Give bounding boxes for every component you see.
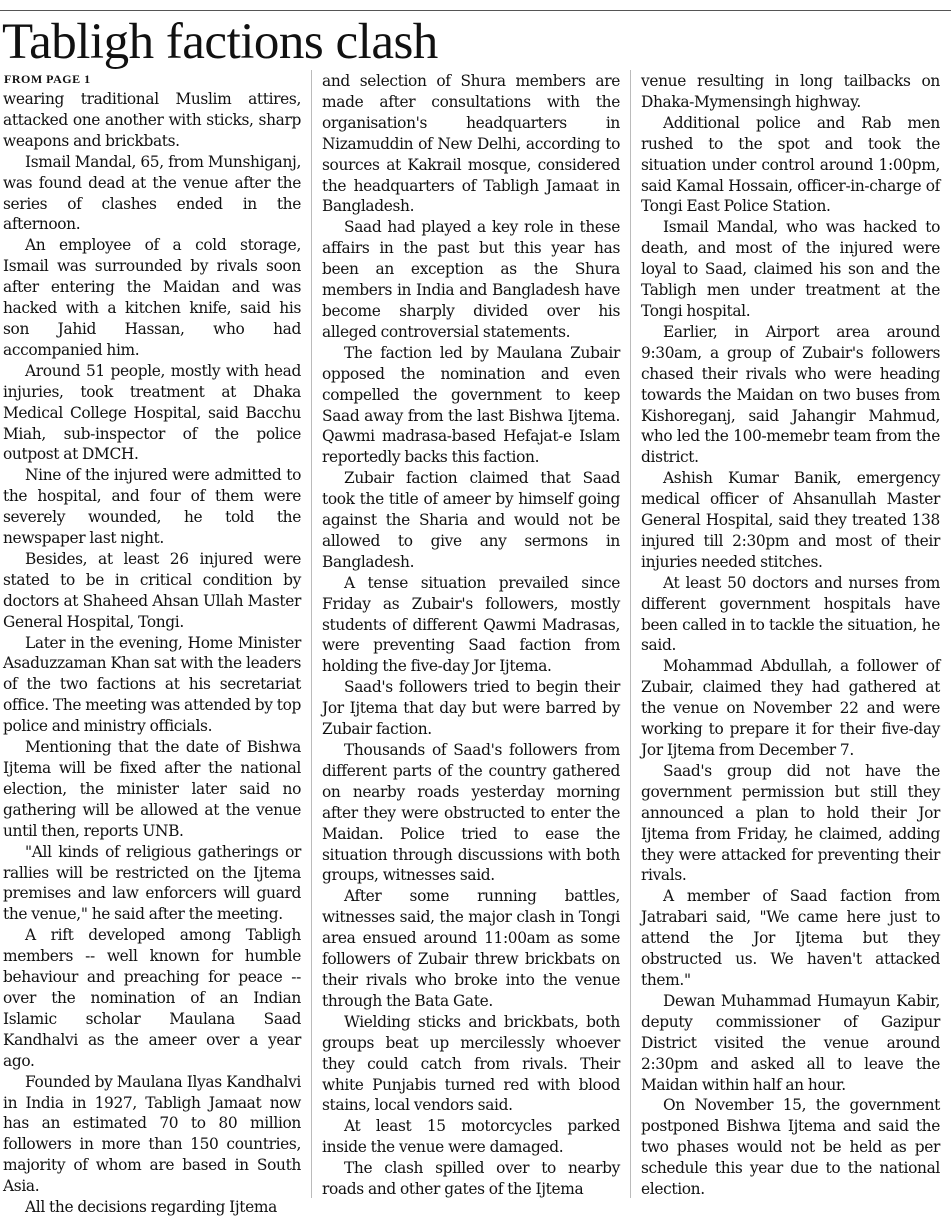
article-paragraph: Saad had played a key role in these affairs in the past but this year has been an exception as the Shura members in India and Bangladesh have become sharply divided over his alleged controversial statements. (322, 218, 620, 341)
article-paragraph: An employee of a cold storage, Ismail was surrounded by rivals soon after entering the Maidan and was hacked with a kitchen knife, said his son Jahid Hassan, who had accompanied him. (3, 236, 301, 359)
article-paragraph: Ismail Mandal, who was hacked to death, and most of the injured were loyal to Saad, claimed his son and the Tabligh men under treatment at the Tongi hospital. (641, 218, 940, 320)
article-paragraph: After some running battles, witnesses said, the major clash in Tongi area ensued around 11:00am as some followers of Zubair threw brickbats on their rivals who broke into the venue through the Bata Gate. (322, 887, 620, 1010)
column-divider (311, 70, 312, 1198)
article-paragraph: Besides, at least 26 injured were stated to be in critical condition by doctors at Shaheed Ahsan Ullah Master General Hospital, Tongi. (3, 549, 301, 631)
article-column-2 (322, 71, 620, 1198)
article-paragraph: "All kinds of religious gatherings or rallies will be restricted on the Ijtema premises and law enforcers will guard the venue," he said after the meeting. (3, 842, 301, 924)
article-paragraph: wearing traditional Muslim attires, attacked one another with sticks, sharp weapons and brickbats. (3, 90, 301, 150)
article-paragraph: Wielding sticks and brickbats, both groups beat up mercilessly whoever they could catch from rivals. Their white Punjabis turned red with blood stains, local vendors said. (322, 1012, 620, 1115)
article-paragraph: Zubair faction claimed that Saad took the title of ameer by himself going against the Sharia and would not be allowed to give any sermons in Bangladesh. (322, 469, 620, 571)
article-paragraph: A tense situation prevailed since Friday as Zubair's followers, mostly students of different Qawmi Madrasas, were preventing Saad faction from holding the five-day Jor Ijtema. (322, 573, 620, 676)
article-paragraph: All the decisions regarding Ijtema (25, 1198, 277, 1217)
headline: Tabligh factions clash (2, 14, 438, 70)
article-paragraph: Ashish Kumar Banik, emergency medical officer of Ahsanullah Master General Hospital, said they treated 138 injured till 2:30pm and most of their injuries needed stitches. (641, 469, 940, 571)
article-paragraph: Additional police and Rab men rushed to the spot and took the situation under control around 1:00pm, said Kamal Hossain, officer-in-charge of Tongi East Police Station. (641, 113, 940, 216)
article-column-1 (3, 89, 301, 1217)
article-paragraph: The clash spilled over to nearby roads and other gates of the Ijtema (322, 1159, 620, 1199)
article-column-3 (641, 71, 940, 1198)
article-paragraph: venue resulting in long tailbacks on Dhaka-Mymensingh highway. (641, 72, 940, 111)
column-divider (630, 70, 631, 1198)
article-paragraph: Around 51 people, mostly with head injuries, took treatment at Dhaka Medical College Hospital, said Bacchu Miah, sub-inspector of the police outpost at DMCH. (3, 361, 301, 464)
article-paragraph: Saad's followers tried to begin their Jor Ijtema that day but were barred by Zubair faction. (322, 678, 620, 739)
article-paragraph: Thousands of Saad's followers from different parts of the country gathered on nearby roads yesterday morning after they were obstructed to enter the Maidan. Police tried to ease the situation through discussions with both groups, witnesses said. (322, 741, 620, 885)
article-paragraph: Mentioning that the date of Bishwa Ijtema will be fixed after the national election, the minister later said no gathering will be allowed at the venue until then, reports UNB. (3, 738, 301, 840)
article-paragraph: At least 50 doctors and nurses from different government hospitals have been called in to tackle the situation, he said. (641, 573, 940, 655)
article-paragraph: Dewan Muhammad Humayun Kabir, deputy commissioner of Gazipur District visited the venue around 2:30pm and asked all to leave the Maidan within half an hour. (641, 991, 940, 1094)
article-paragraph: On November 15, the government postponed Bishwa Ijtema and said the two phases would not be held as per schedule this year due to the national election. (641, 1096, 940, 1199)
cropped-top-rule (0, 0, 951, 11)
article-paragraph: and selection of Shura members are made after consultations with the organisation's headquarters in Nizamuddin of New Delhi, according to sources at Kakrail mosque, considered the headquarters of Tabligh Jamaat in Bangladesh. (322, 72, 620, 216)
article-paragraph: Founded by Maulana Ilyas Kandhalvi in India in 1927, Tabligh Jamaat now has an estimated 70 to 80 million followers in more than 150 countries, majority of whom are based in South Asia. (3, 1072, 301, 1196)
article-paragraph: Saad's group did not have the government permission but still they announced a plan to hold their Jor Ijtema from Friday, he claimed, adding they were attacked for preventing their rivals. (641, 761, 940, 885)
article-paragraph: At least 15 motorcycles parked inside the venue were damaged. (322, 1117, 620, 1157)
article-paragraph: A rift developed among Tabligh members -- well known for humble behaviour and preaching for peace -- over the nomination of an Indian Islamic scholar Maulana Saad Kandhalvi as the ameer over a year ago. (3, 926, 301, 1070)
article-paragraph: Later in the evening, Home Minister Asaduzzaman Khan sat with the leaders of the two factions at his secretariat office. The meeting was attended by top police and ministry officials. (3, 633, 301, 736)
article-paragraph: The faction led by Maulana Zubair opposed the nomination and even compelled the government to keep Saad away from the last Bishwa Ijtema. Qawmi madrasa-based Hefajat-e Islam reportedly backs this faction. (322, 343, 620, 467)
article-paragraph: Ismail Mandal, 65, from Munshiganj, was found dead at the venue after the series of clashes ended in the afternoon. (3, 152, 301, 234)
article-paragraph: Mohammad Abdullah, a follower of Zubair, claimed they had gathered at the venue on November 22 and were working to prepare it for their five-day Jor Ijtema from December 7. (641, 657, 940, 759)
article-paragraph: Earlier, in Airport area around 9:30am, a group of Zubair's followers chased their rivals who were heading towards the Maidan on two buses from Kishoreganj, said Jahangir Mahmud, who led the 100-memebr team from the district. (641, 322, 940, 467)
article-paragraph: Nine of the injured were admitted to the hospital, and four of them were severely wounded, he told the newspaper last night. (3, 466, 301, 548)
jump-label: FROM PAGE 1 (4, 72, 91, 86)
article-paragraph: A member of Saad faction from Jatrabari said, "We came here just to attend the Jor Ijtema but they obstructed us. We haven't attacked them." (641, 887, 940, 989)
